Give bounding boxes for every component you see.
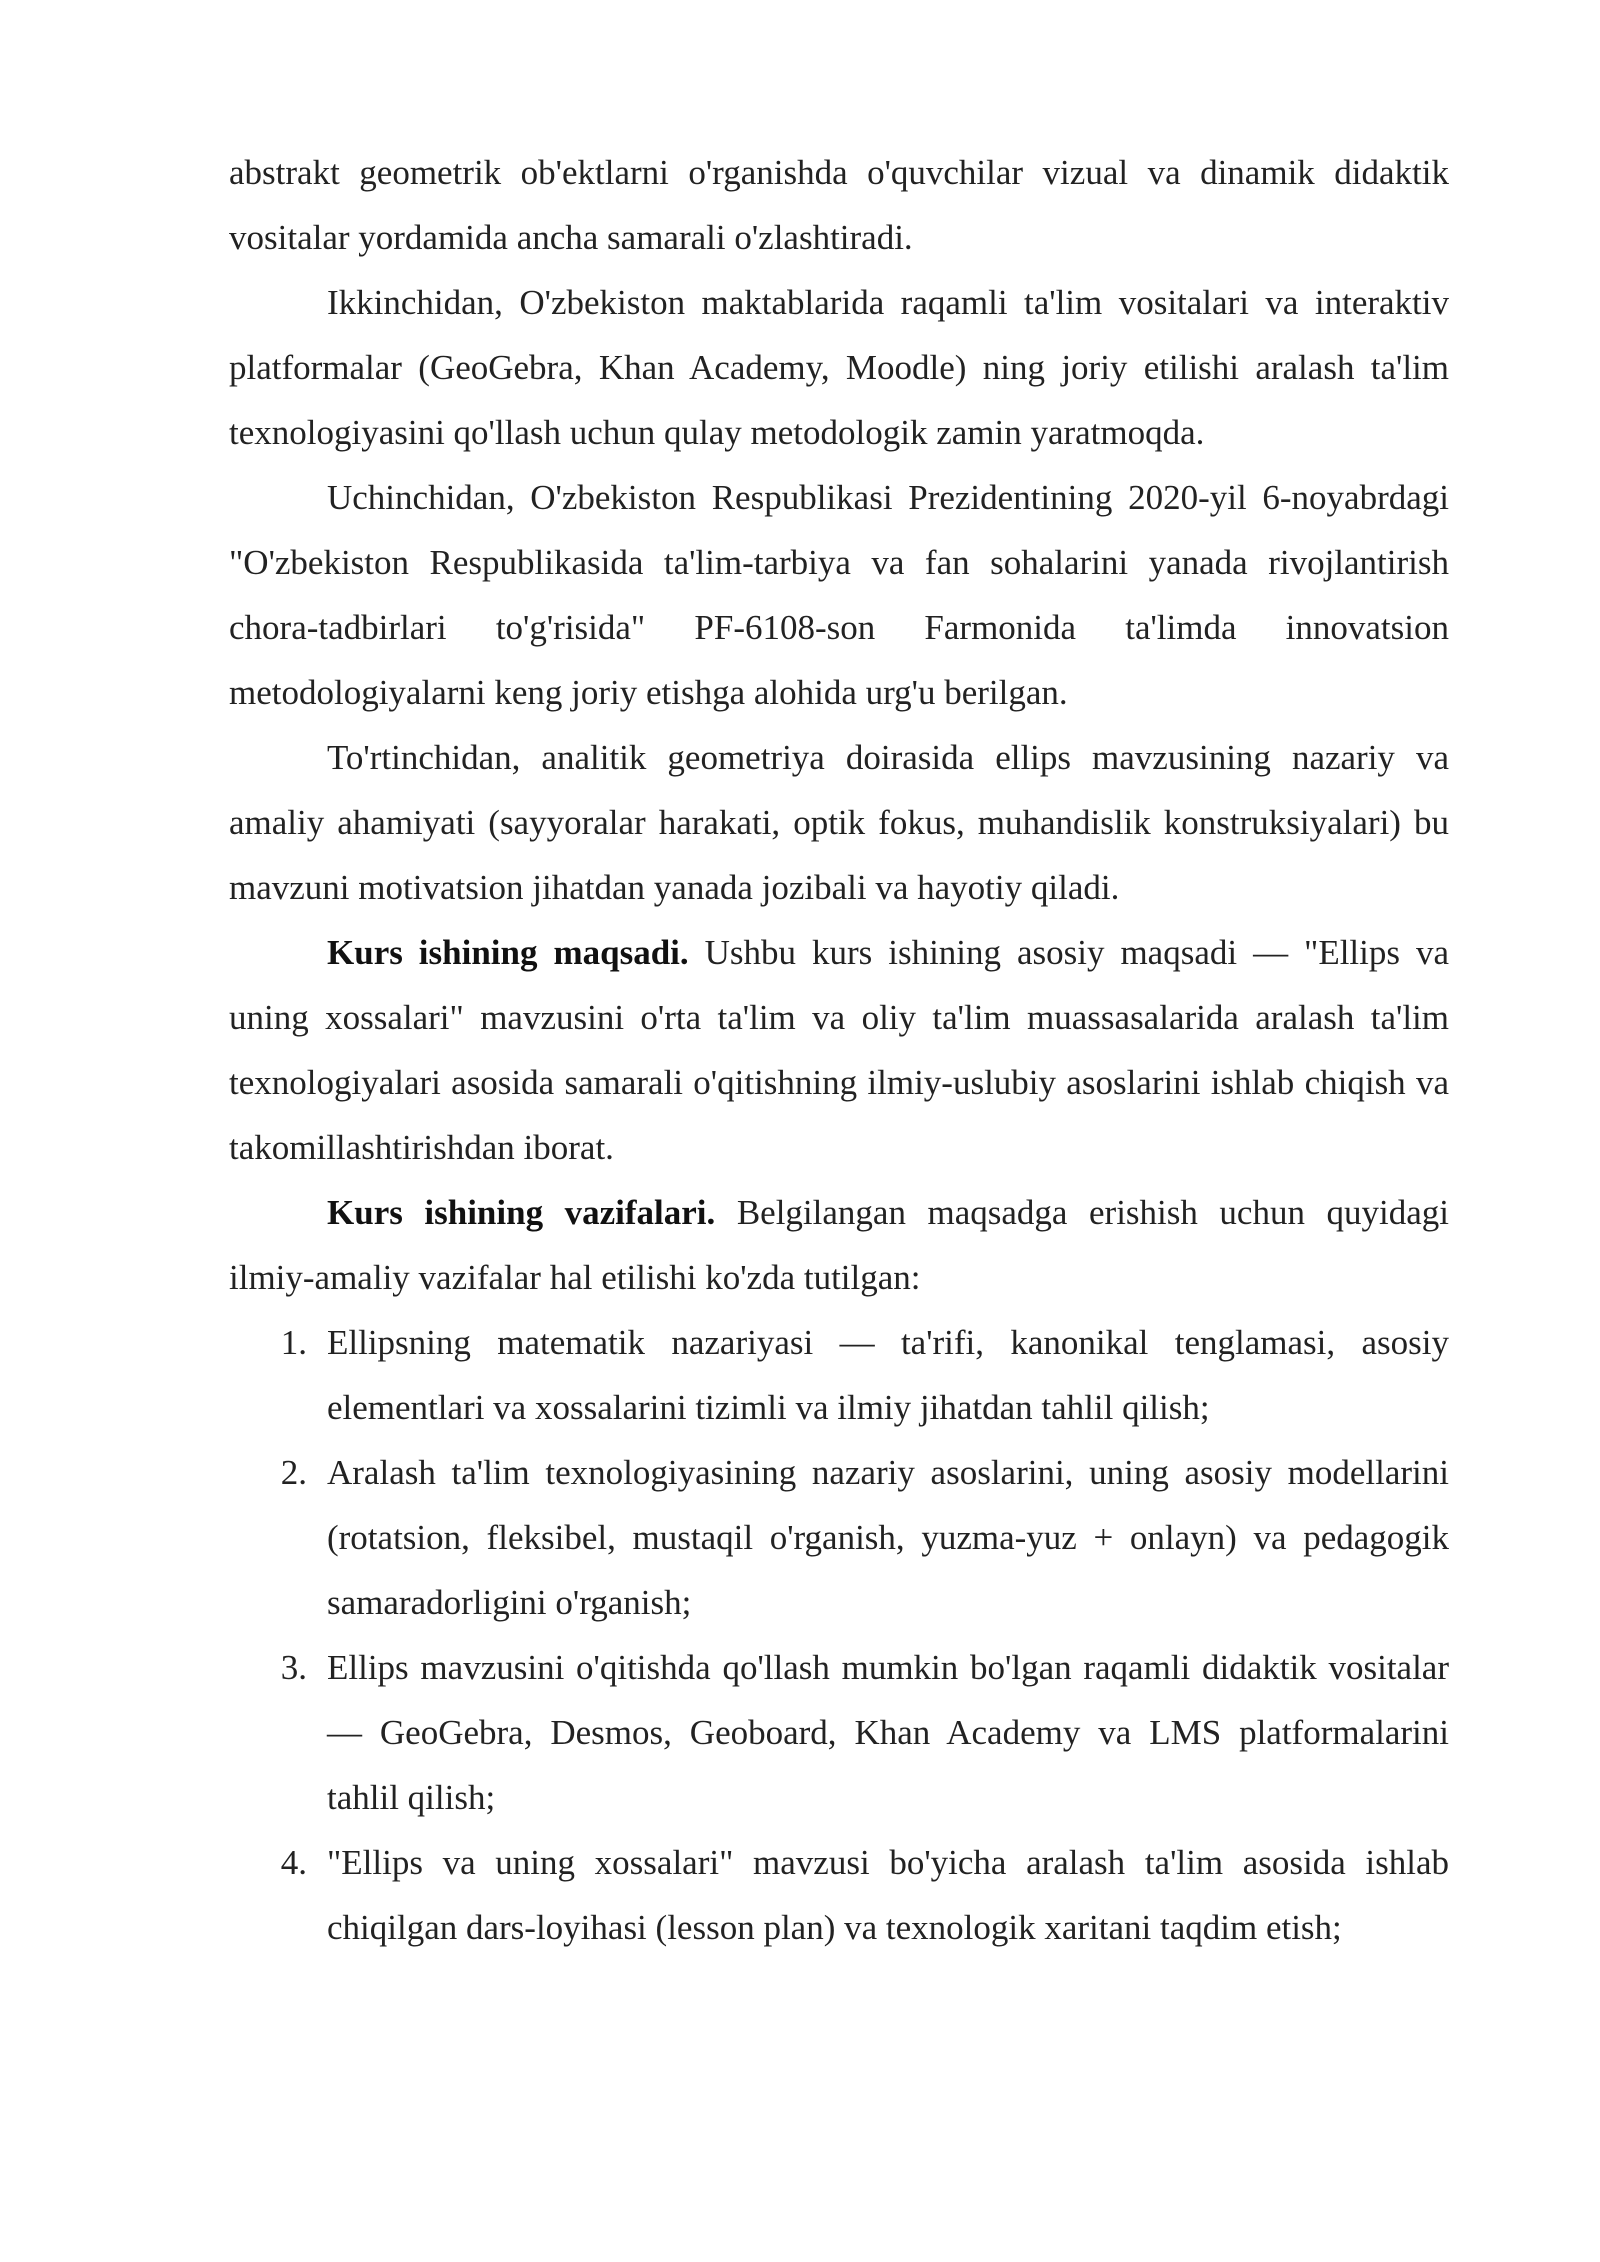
- list-item-number: 3.: [280, 1648, 307, 1687]
- paragraph-fourth-reason: To'rtinchidan, analitik geometriya doirasida ellips mavzusining nazariy va amaliy ahamiyati (sayyoralar harakati, optik fokus, muhandislik konstruksiyalari) bu mavzuni motivatsion jihatdan yanada jozibali va hayotiy qiladi.: [229, 738, 1449, 907]
- list-item: [229, 1440, 1449, 1635]
- list-item: [229, 1310, 1449, 1440]
- list-item-number: 2.: [280, 1453, 307, 1492]
- paragraph-third-reason: Uchinchidan, O'zbekiston Respublikasi Prezidentining 2020-yil 6-noyabrdagi "O'zbekiston Respublikasida ta'lim-tarbiya va fan sohalarini yanada rivojlantirish chora-tadbirlari to'g'risida" PF-6108-son Farmonida ta'limda innovatsion metodologiyalarni keng joriy etishga alohida urg'u berilgan.: [229, 478, 1449, 712]
- tasks-list: [229, 1310, 1449, 1960]
- document-page: [229, 140, 1449, 1960]
- goal-heading: Kurs ishining maqsadi.: [327, 933, 689, 972]
- list-item: [229, 1830, 1449, 1960]
- tasks-text: Belgilangan maqsadga erishish uchun quyidagi ilmiy-amaliy vazifalar hal etilishi ko'zda tutilgan:: [229, 1193, 1449, 1297]
- paragraph-intro-continuation: abstrakt geometrik ob'ektlarni o'rganishda o'quvchilar vizual va dinamik didaktik vositalar yordamida ancha samarali o'zlashtiradi.: [229, 153, 1449, 257]
- list-item-text: Ellips mavzusini o'qitishda qo'llash mumkin bo'lgan raqamli didaktik vositalar — GeoGebra, Desmos, Geoboard, Khan Academy va LMS platformalarini tahlil qilish;: [327, 1648, 1449, 1817]
- goal-text: Ushbu kurs ishining asosiy maqsadi — "Ellips va uning xossalari" mavzusini o'rta ta'lim va oliy ta'lim muassasalarida aralash ta'lim texnologiyalari asosida samarali o'qitishning ilmiy-uslubiy asoslarini ishlab chiqish va takomillashtirishdan iborat.: [229, 933, 1449, 1167]
- paragraph-goal: [229, 920, 1449, 1180]
- list-item: [229, 1635, 1449, 1830]
- paragraph-tasks: [229, 1180, 1449, 1310]
- list-item-number: 1.: [280, 1323, 307, 1362]
- list-item-text: Ellipsning matematik nazariyasi — ta'rifi, kanonikal tenglamasi, asosiy elementlari va xossalarini tizimli va ilmiy jihatdan tahlil qilish;: [327, 1323, 1449, 1427]
- list-item-text: Aralash ta'lim texnologiyasining nazariy asoslarini, uning asosiy modellarini (rotatsion, fleksibel, mustaqil o'rganish, yuzma-yuz + onlayn) va pedagogik samaradorligini o'rganish;: [327, 1453, 1449, 1622]
- list-item-text: "Ellips va uning xossalari" mavzusi bo'yicha aralash ta'lim asosida ishlab chiqilgan dars-loyihasi (lesson plan) va texnologik xaritani taqdim etish;: [327, 1843, 1449, 1947]
- paragraph-second-reason: Ikkinchidan, O'zbekiston maktablarida raqamli ta'lim vositalari va interaktiv platformalar (GeoGebra, Khan Academy, Moodle) ning joriy etilishi aralash ta'lim texnologiyasini qo'llash uchun qulay metodologik zamin yaratmoqda.: [229, 283, 1449, 452]
- list-item-number: 4.: [280, 1843, 307, 1882]
- tasks-heading: Kurs ishining vazifalari.: [327, 1193, 716, 1232]
